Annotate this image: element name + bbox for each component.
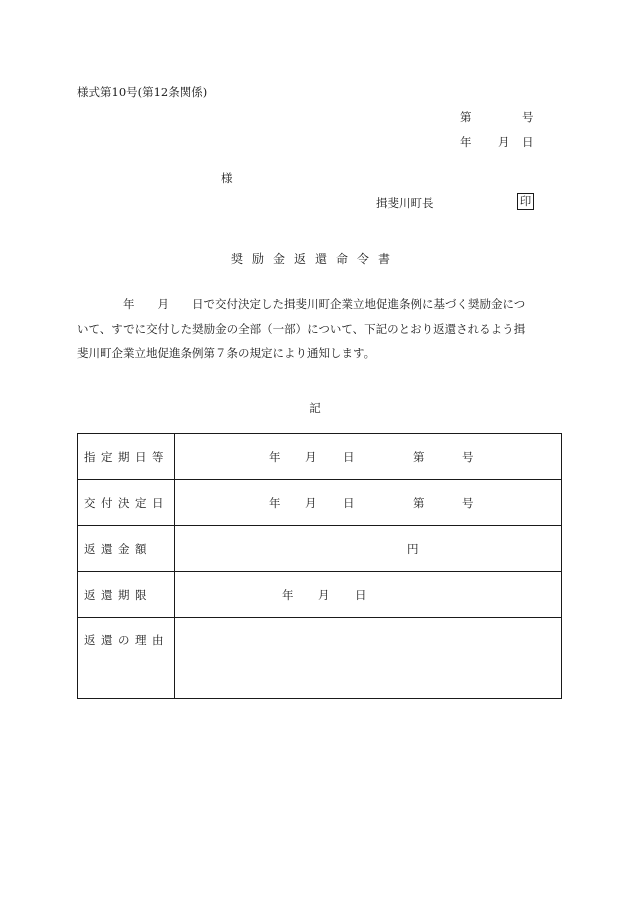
month-label: 月: [305, 449, 317, 464]
row-label: 返還期限: [78, 572, 175, 618]
note-mark: 記: [309, 401, 321, 415]
issuer-name: 揖斐川町長: [376, 196, 434, 210]
refund-amount-value: [175, 526, 562, 572]
number-prefix: 第: [413, 495, 425, 510]
issue-number-prefix: 第: [460, 110, 472, 124]
issue-date: [460, 134, 534, 150]
month-label: 月: [305, 495, 317, 510]
issue-year: 年: [460, 135, 472, 149]
day-label: 日: [343, 495, 355, 510]
table-row: [78, 526, 562, 572]
table-row: [78, 480, 562, 526]
issue-number: [460, 109, 534, 125]
body-line-2: いて、すでに交付した奨励金の全部（一部）について、下記のとおり返還されるよう揖: [77, 321, 526, 336]
grant-decision-date-value: [175, 480, 562, 526]
form-number: 様式第10号(第12条関係): [77, 85, 208, 99]
table-row: [78, 572, 562, 618]
issue-day: 日: [522, 135, 534, 149]
row-label: 指定期日等: [78, 434, 175, 480]
yen-unit: 円: [407, 541, 419, 556]
year-label: 年: [269, 449, 281, 464]
document-title: 奨励金返還命令書: [230, 252, 399, 266]
issue-month: 月: [498, 135, 510, 149]
details-table: [77, 433, 562, 699]
day-label: 日: [343, 449, 355, 464]
table-row: [78, 434, 562, 480]
issue-number-suffix: 号: [522, 110, 534, 124]
seal-mark: 印: [517, 193, 534, 210]
row-label: 返還金額: [78, 526, 175, 572]
refund-deadline-value: [175, 572, 562, 618]
designated-date-value: [175, 434, 562, 480]
body-line-1: 年 月 日で交付決定した揖斐川町企業立地促進条例に基づく奨励金につ: [77, 297, 526, 311]
body-text: [77, 292, 561, 366]
number-prefix: 第: [413, 449, 425, 464]
number-suffix: 号: [462, 495, 474, 510]
year-label: 年: [282, 587, 294, 602]
number-suffix: 号: [462, 449, 474, 464]
row-label: 交付決定日: [78, 480, 175, 526]
table-row: [78, 618, 562, 699]
row-label: 返還の理由: [78, 618, 175, 699]
body-line-3: 斐川町企業立地促進条例第７条の規定により通知します。: [77, 346, 376, 360]
day-label: 日: [355, 587, 367, 602]
refund-reason-value: [175, 618, 562, 699]
month-label: 月: [318, 587, 330, 602]
recipient-suffix: 様: [221, 171, 233, 185]
year-label: 年: [269, 495, 281, 510]
